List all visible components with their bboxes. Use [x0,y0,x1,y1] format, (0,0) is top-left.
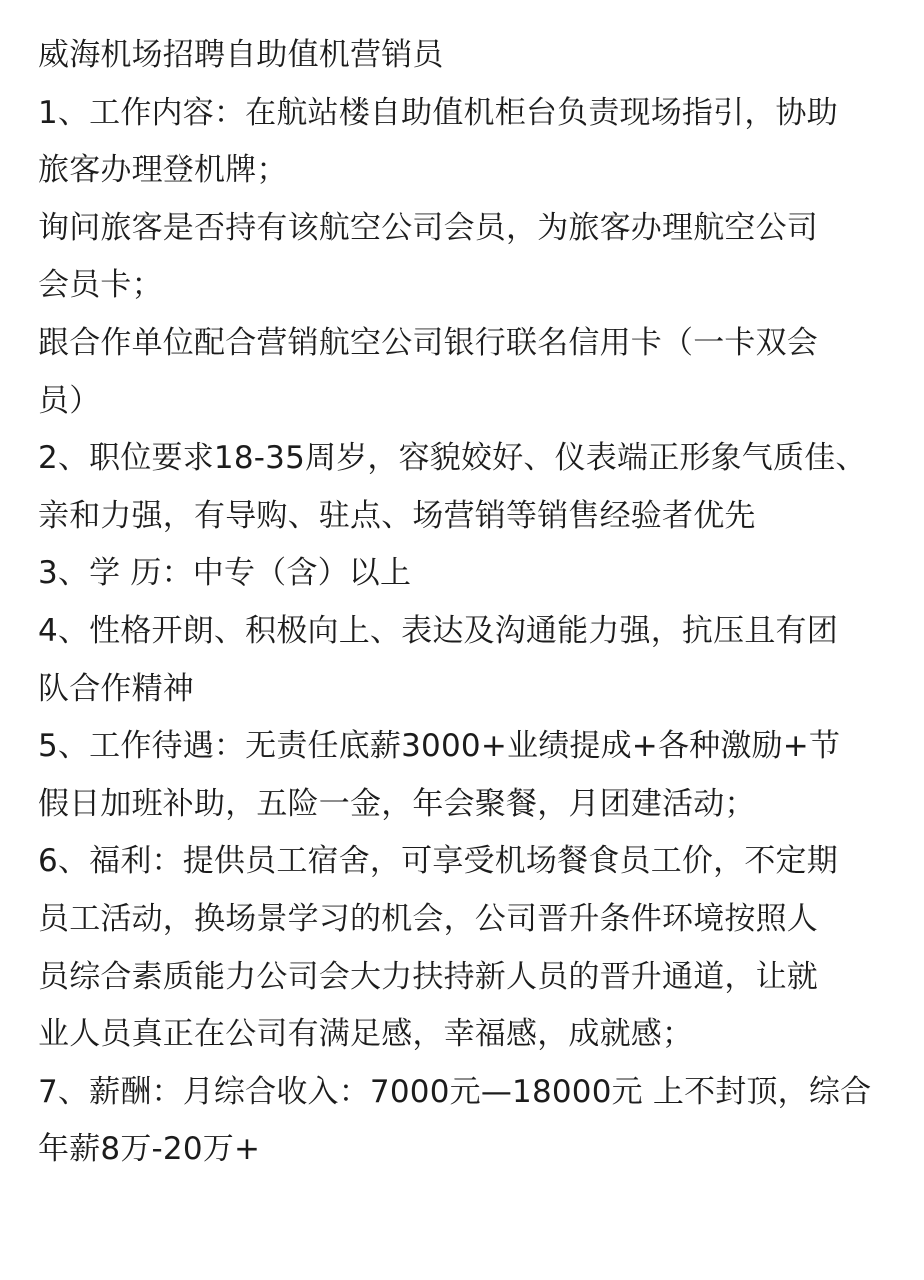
text-line: 询问旅客是否持有该航空公司会员，为旅客办理航空公司 [38,209,818,246]
text-line: 年薪8万-20万+ [38,1131,261,1168]
text-line: 3、学 历：中专（含）以上 [38,555,412,592]
text-line: 跟合作单位配合营销航空公司银行联名信用卡（一卡双会 [38,324,818,361]
post-title: 威海机场招聘自助值机营销员 [38,37,444,73]
text-line: 5、工作待遇：无责任底薪3000+业绩提成+各种激励+节 [38,728,841,765]
text-line: 员） [38,382,101,419]
text-line: 会员卡； [38,267,163,304]
text-line: 员工活动，换场景学习的机会，公司晋升条件环境按照人 [38,900,818,937]
text-line: 队合作精神 [38,670,194,707]
text-line: 员综合素质能力公司会大力扶持新人员的晋升通道，让就 [38,958,818,995]
text-line: 7、薪酬：月综合收入：7000元—18000元 上不封顶，综合 [38,1073,872,1110]
text-line: 2、职位要求18-35周岁，容貌姣好、仪表端正形象气质佳、 [38,440,867,477]
text-line: 假日加班补助，五险一金，年会聚餐，月团建活动； [38,785,756,822]
text-line: 旅客办理登机牌； [38,152,288,189]
job-posting-text [38,27,916,1179]
text-line: 亲和力强，有导购、驻点、场营销等销售经验者优先 [38,497,756,534]
text-line: 4、性格开朗、积极向上、表达及沟通能力强，抗压且有团 [38,612,838,649]
text-line: 1、工作内容：在航站楼自助值机柜台负责现场指引，协助 [38,94,838,131]
text-line: 6、福利：提供员工宿舍，可享受机场餐食员工价，不定期 [38,843,838,880]
text-line: 业人员真正在公司有满足感，幸福感，成就感； [38,1016,694,1053]
